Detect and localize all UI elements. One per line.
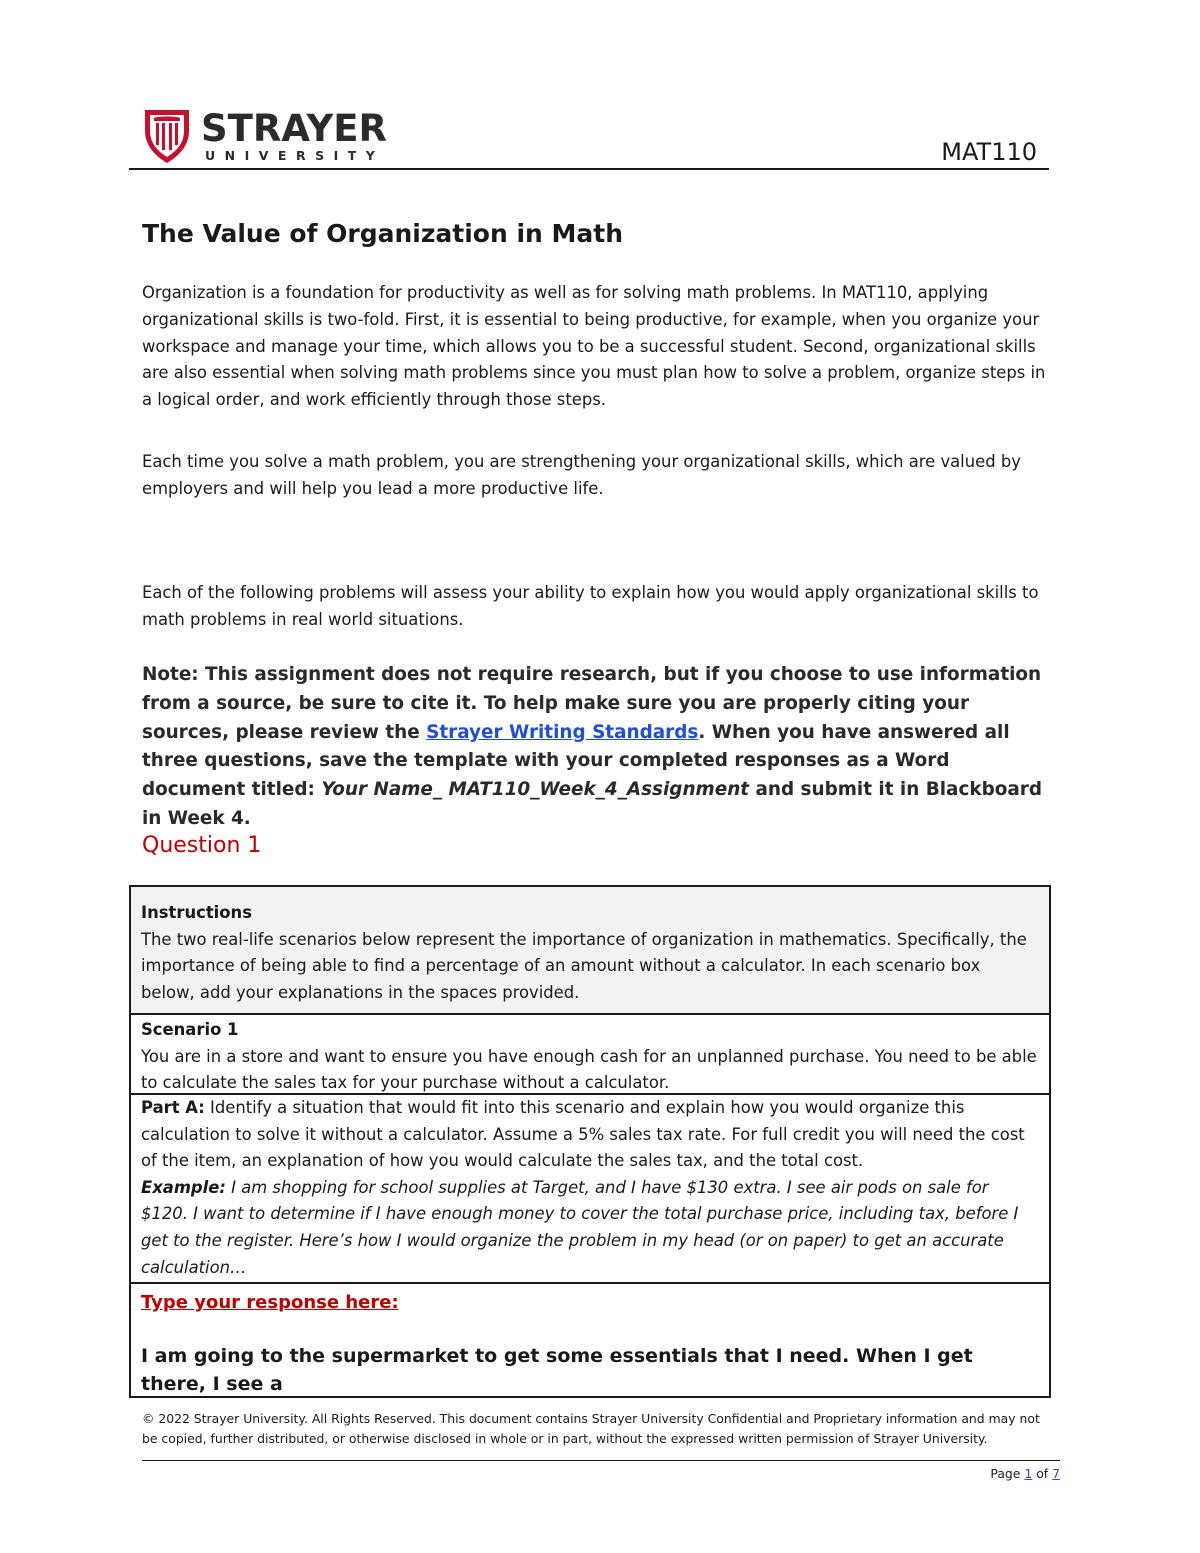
example-block bbox=[141, 1175, 1039, 1281]
page-total: 7 bbox=[1052, 1466, 1060, 1481]
copyright-notice: © 2022 Strayer University. All Rights Reserved. This document contains Strayer University Confidential and Proprietary information and may not be copied, further distributed, or otherwise disclosed in whole or in part, without the expressed written permission of Strayer University. bbox=[142, 1411, 1040, 1446]
instructions-cell bbox=[131, 887, 1049, 1015]
instructions-label: Instructions bbox=[141, 903, 252, 922]
strayer-writing-standards-link[interactable]: Strayer Writing Standards bbox=[426, 721, 699, 743]
note-file-title: Your Name_ MAT110_Week_4_Assignment bbox=[321, 779, 750, 801]
part-a-cell bbox=[131, 1095, 1049, 1284]
example-label: Example: bbox=[141, 1177, 226, 1197]
note-text-2: . When you have answered all three questions, save the template with your completed responses as a Word document titled: bbox=[142, 721, 1010, 801]
assignment-note bbox=[142, 661, 1057, 834]
page-indicator bbox=[990, 1465, 1060, 1483]
instructions-text: The two real-life scenarios below represent the importance of organization in mathematics. Specifically, the importance of being able to find a percentage of an amount without a calculator. In each scenario box below, add your explanations in the spaces provided. bbox=[141, 929, 1027, 1002]
part-a-text: Identify a situation that would fit into this scenario and explain how you would organize this calculation to solve it without a calculator. Assume a 5% sales tax rate. For full credit you will need the cost of the item, an explanation of how you would calculate the sales tax, and the total cost. bbox=[141, 1098, 1025, 1171]
strayer-logo bbox=[141, 107, 391, 167]
scenario-cell bbox=[131, 1015, 1049, 1095]
part-a-prompt bbox=[141, 1095, 1039, 1175]
page-label: Page bbox=[990, 1466, 1021, 1481]
note-text-3: and submit it in Blackboard in Week 4. bbox=[142, 779, 1043, 829]
employers-paragraph: Each time you solve a math problem, you are strengthening your organizational skills, which are valued by employers and will help you lead a more productive life. bbox=[142, 452, 1021, 498]
logo-wordmark: STRAYER bbox=[201, 107, 388, 150]
response-label: Type your response here: bbox=[141, 1292, 399, 1313]
question-table bbox=[129, 885, 1051, 1398]
example-text: I am shopping for school supplies at Target, and I have $130 extra. I see air pods on sale for $120. I want to determine if I have enough money to cover the total purchase price, including tax, before I get to the register. Here’s how I would organize the problem in my head (or on paper) to get an accurate calculation… bbox=[141, 1177, 1019, 1277]
header-divider bbox=[129, 168, 1049, 170]
part-a-label: Part A: bbox=[141, 1098, 205, 1117]
scenario-label: Scenario 1 bbox=[141, 1020, 239, 1039]
response-text[interactable]: I am going to the supermarket to get some essentials that I need. When I get there, I see a bbox=[141, 1345, 973, 1395]
question-heading: Question 1 bbox=[142, 833, 262, 858]
response-cell[interactable] bbox=[131, 1284, 1049, 1396]
footer-divider bbox=[142, 1460, 1060, 1461]
course-code: MAT110 bbox=[941, 138, 1037, 166]
logo-subtitle: UNIVERSITY bbox=[205, 148, 385, 163]
scenario-text: You are in a store and want to ensure you have enough cash for an unplanned purchase. You need to be able to calculate the sales tax for your purchase without a calculator. bbox=[141, 1046, 1037, 1093]
page-current: 1 bbox=[1024, 1466, 1033, 1481]
shield-icon bbox=[141, 107, 193, 165]
intro-paragraph: Organization is a foundation for productivity as well as for solving math problems. In MAT110, applying organizational skills is two-fold. First, it is essential to being productive, for example, when you organize your workspace and manage your time, which allows you to be a successful student. Second, organizational skills are also essential when solving math problems since you must plan how to solve a problem, organize steps in a logical order, and work efficiently through those steps. bbox=[142, 283, 1046, 410]
note-text-1: Note: This assignment does not require research, but if you choose to use information from a source, be sure to cite it. To help make sure you are properly citing your sources, please review the bbox=[142, 664, 1042, 743]
page-title: The Value of Organization in Math bbox=[142, 219, 624, 248]
page-of: of bbox=[1036, 1466, 1049, 1481]
assessment-paragraph: Each of the following problems will assess your ability to explain how you would apply organizational skills to math problems in real world situations. bbox=[142, 583, 1039, 629]
